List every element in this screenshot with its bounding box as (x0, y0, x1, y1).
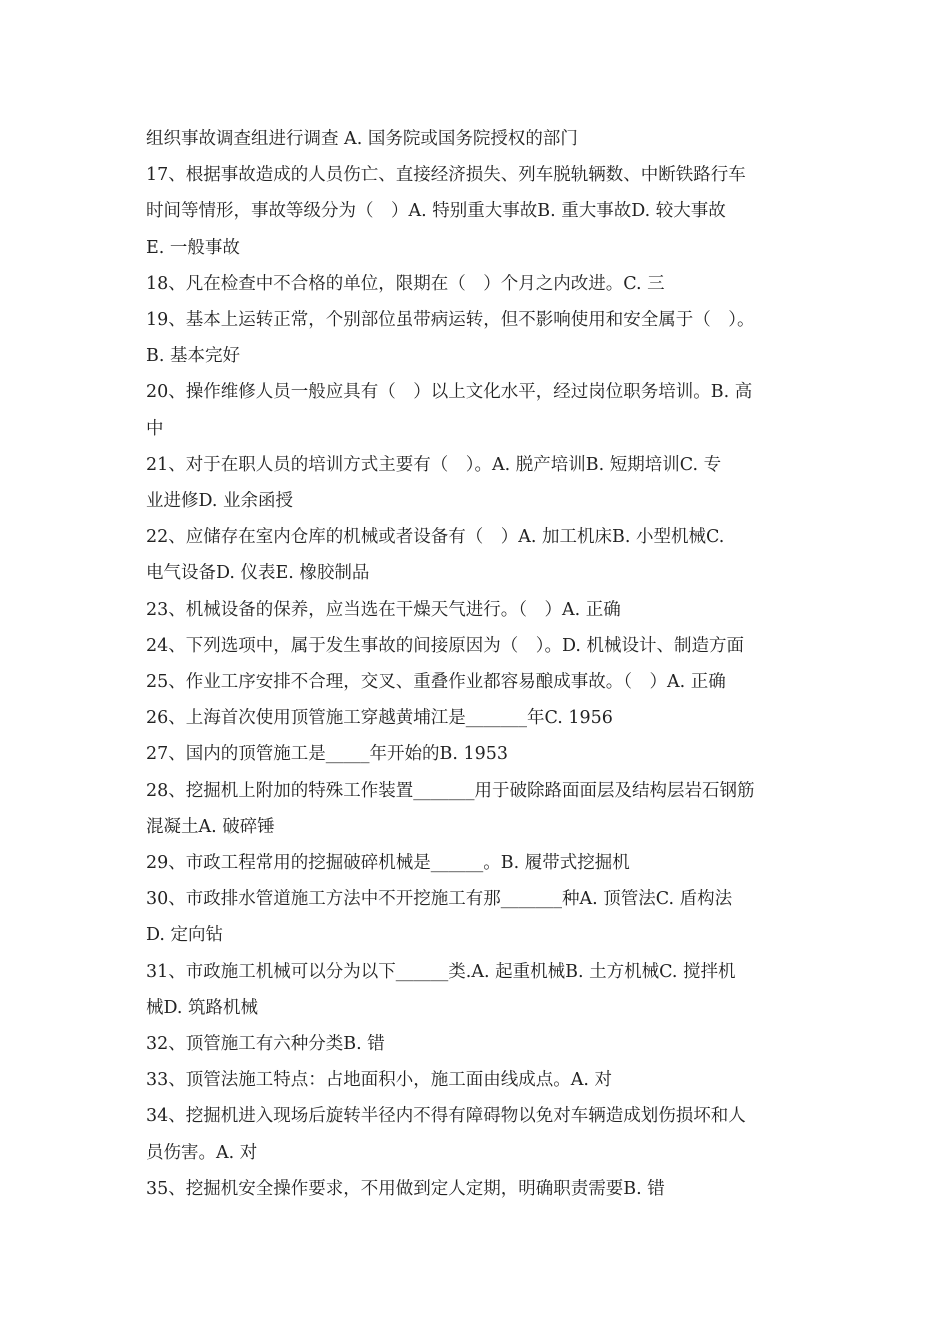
text-line: 33、顶管法施工特点：占地面积小，施工面由线成点。A. 对 (146, 1070, 613, 1091)
text-line: 员伤害。A. 对 (146, 1142, 258, 1163)
text-line: D. 定向钻 (146, 925, 224, 946)
question-item (146, 1026, 826, 1062)
text-line: 业进修D. 业余函授 (146, 491, 294, 512)
text-line: 19、基本上运转正常，个别部位虽带病运转，但不影响使用和安全属于（ ）。 (146, 310, 755, 331)
question-item (146, 773, 826, 845)
question-item (146, 519, 826, 591)
question-item (146, 1062, 826, 1098)
text-line: 22、应储存在室内仓库的机械或者设备有（ ）A. 加工机床B. 小型机械C. (146, 527, 725, 548)
text-line: 21、对于在职人员的培训方式主要有（ ）。A. 脱产培训B. 短期培训C. 专 (146, 454, 722, 475)
text-line: 17、根据事故造成的人员伤亡、直接经济损失、列车脱轨辆数、中断铁路行车 (146, 165, 746, 186)
document-body (146, 121, 826, 1207)
text-line: 混凝土A. 破碎锤 (146, 816, 275, 837)
question-item (146, 1171, 826, 1207)
question-item (146, 374, 826, 446)
question-item (146, 266, 826, 302)
question-item (146, 157, 826, 266)
text-line: 31、市政施工机械可以分为以下______类.A. 起重机械B. 土方机械C. 搅拌机 (146, 961, 736, 982)
text-line: 29、市政工程常用的挖掘破碎机械是______。B. 履带式挖掘机 (146, 853, 630, 874)
text-line: 28、挖掘机上附加的特殊工作装置_______用于破除路面面层及结构层岩石钢筋 (146, 780, 755, 801)
question-item (146, 664, 826, 700)
text-line: 时间等情形，事故等级分为（ ）A. 特别重大事故B. 重大事故D. 较大事故 (146, 201, 726, 222)
text-line: 24、下列选项中，属于发生事故的间接原因为（ ）。D. 机械设计、制造方面 (146, 635, 745, 656)
question-item (146, 845, 826, 881)
question-item (146, 736, 826, 772)
text-line: 30、市政排水管道施工方法中不开挖施工有那_______种A. 顶管法C. 盾构法 (146, 889, 733, 910)
question-item (146, 447, 826, 519)
text-line: 电气设备D. 仪表E. 橡胶制品 (146, 563, 370, 584)
question-item (146, 1098, 826, 1170)
text-line: 18、凡在检查中不合格的单位，限期在（ ）个月之内改进。C. 三 (146, 273, 665, 294)
question-item (146, 954, 826, 1026)
text-line: 35、挖掘机安全操作要求，不用做到定人定期，明确职责需要B. 错 (146, 1178, 665, 1199)
text-line: 27、国内的顶管施工是_____年开始的B. 1953 (146, 744, 509, 765)
question-item (146, 700, 826, 736)
text-line: 25、作业工序安排不合理，交叉、重叠作业都容易酿成事故。（ ）A. 正确 (146, 672, 726, 693)
text-line: B. 基本完好 (146, 346, 240, 367)
text-line: 组织事故调查组进行调查 A. 国务院或国务院授权的部门 (146, 129, 578, 149)
question-item (146, 592, 826, 628)
question-item (146, 881, 826, 953)
question-item (146, 302, 826, 374)
text-line: 械D. 筑路机械 (146, 997, 259, 1018)
question-item (146, 121, 826, 157)
text-line: 34、挖掘机进入现场后旋转半径内不得有障碍物以免对车辆造成划伤损坏和人 (146, 1106, 746, 1127)
text-line: 32、顶管施工有六种分类B. 错 (146, 1034, 385, 1055)
text-line: 23、机械设备的保养，应当选在干燥天气进行。（ ）A. 正确 (146, 599, 621, 620)
question-item (146, 628, 826, 664)
text-line: 中 (146, 418, 164, 439)
text-line: E. 一般事故 (146, 237, 240, 258)
text-line: 26、上海首次使用顶管施工穿越黄埔江是_______年C. 1956 (146, 708, 613, 729)
text-line: 20、操作维修人员一般应具有（ ）以上文化水平，经过岗位职务培训。B. 高 (146, 382, 753, 403)
